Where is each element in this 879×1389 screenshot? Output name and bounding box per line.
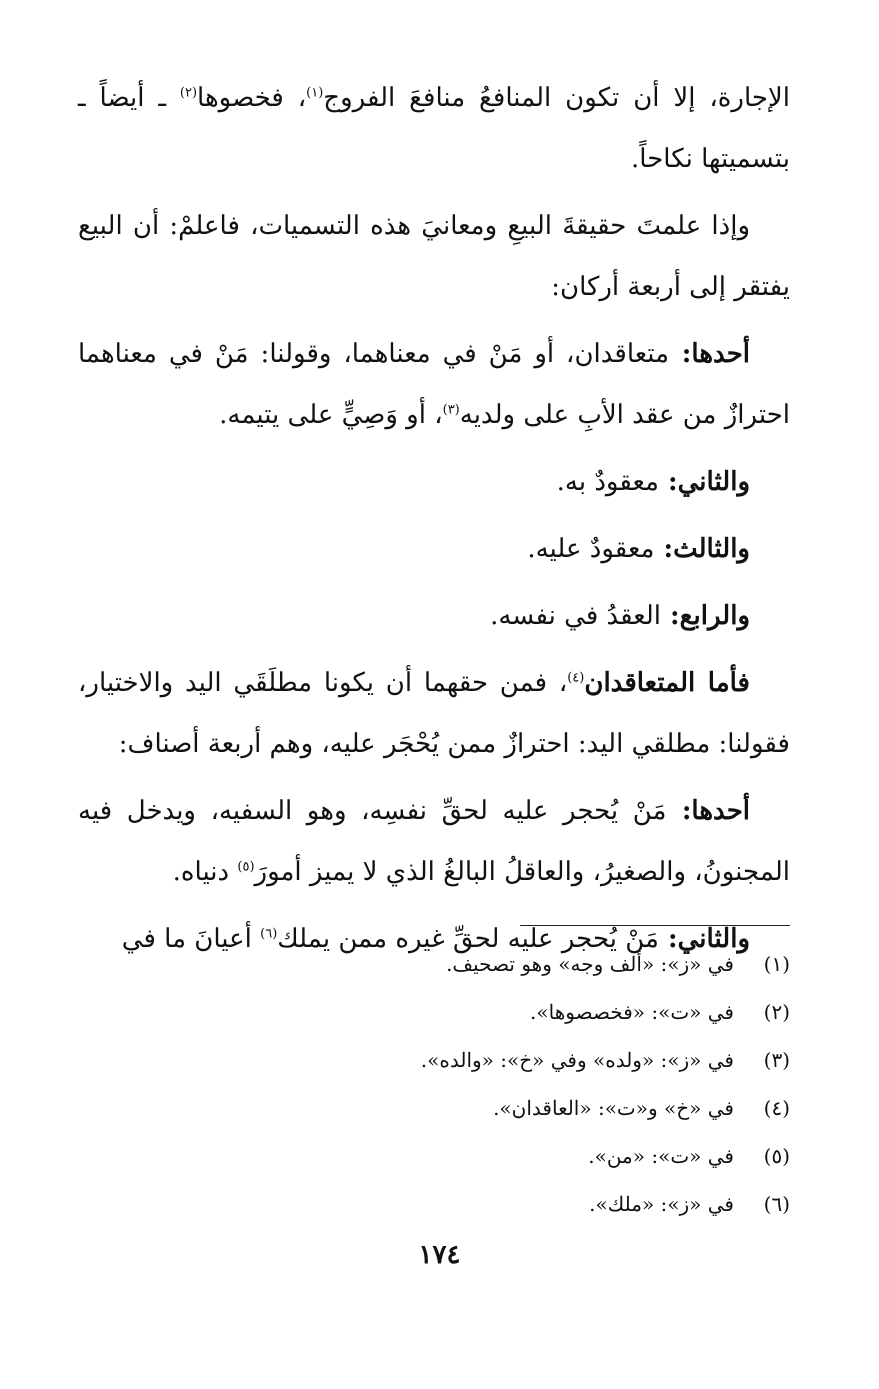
paragraph [78, 586, 790, 647]
paragraph [78, 452, 790, 513]
text-run: أعيانَ ما في [121, 924, 261, 954]
paragraph [78, 519, 790, 580]
text-run: ، فمن حقهما أن يكونا مطلَقَي اليد والاختيار، فقولنا: مطلقي اليد: احترازٌ ممن يُحْجَر عليه، وهم أربعة أصناف: [78, 668, 790, 759]
footnote-text: في «ت»: «فخصصوها». [530, 1000, 734, 1024]
paragraph [78, 196, 790, 318]
footnote [78, 1084, 790, 1132]
bold-lead: أحدها: [669, 339, 750, 369]
footnote [78, 988, 790, 1036]
page-number: ١٧٤ [418, 1240, 461, 1270]
footnote-text: في «ز»: «ملك». [589, 1192, 734, 1216]
paragraph [78, 653, 790, 775]
text-run: الإجارة، إلا أن تكون المنافعُ منافعَ الفروج [323, 83, 790, 113]
paragraph [78, 781, 790, 903]
footnote-text: في «ز»: «ألف وجه» وهو تصحيف. [446, 952, 734, 976]
bold-lead: والرابع: [661, 601, 750, 631]
footnote [78, 1180, 790, 1228]
footnote [78, 940, 790, 988]
bold-lead: فأما المتعاقدان [584, 668, 750, 698]
bold-lead: والثالث: [654, 534, 750, 564]
text-run: ـ أيضاً ـ بتسميتها نكاحاً. [78, 83, 790, 174]
paragraph [78, 68, 790, 190]
footnote-ref: (٣) [442, 402, 460, 418]
footnote-text: في «خ» و«ت»: «العاقدان». [493, 1096, 734, 1120]
footnote-number: (١) [763, 952, 790, 976]
footnote-ref: (٥) [237, 859, 255, 875]
text-run: العقدُ في نفسه. [490, 601, 661, 631]
footnote [78, 1132, 790, 1180]
footnote-separator [520, 925, 790, 926]
text-run: دنياه. [172, 857, 238, 887]
footnote [78, 1036, 790, 1084]
footnote-number: (٢) [763, 1000, 790, 1024]
footnotes [78, 940, 790, 1228]
text-run: ، فخصوها [197, 83, 307, 113]
footnote-ref: (٤) [567, 670, 585, 686]
footnote-text: في «ز»: «ولده» وفي «خ»: «والده». [420, 1048, 734, 1072]
footnote-ref: (٢) [179, 85, 198, 101]
paragraph [78, 324, 790, 446]
text-run: مَنْ يُحجر عليه لحقِّ نفسِه، وهو السفيه، ويدخل فيه المجنونُ، والصغيرُ، والعاقلُ البالغُ الذي لا يميز أمورَ [78, 796, 790, 887]
footnote-text: في «ت»: «من». [588, 1144, 734, 1168]
text-run: متعاقدان، أو مَنْ في معناهما، وقولنا: مَنْ في معناهما احترازٌ من عقد الأبِ على ولديه [78, 339, 790, 430]
footnote-ref: (٦) [260, 926, 278, 942]
text-run: وإذا علمتَ حقيقةَ البيعِ ومعانيَ هذه التسميات، فاعلمْ: أن البيع يفتقر إلى أربعة أركان: [78, 211, 790, 302]
footnote-number: (٤) [763, 1096, 790, 1120]
footnote-number: (٦) [763, 1192, 790, 1216]
bold-lead: والثاني: [658, 924, 750, 954]
bold-lead: والثاني: [658, 467, 750, 497]
main-text [78, 68, 790, 976]
footnote-number: (٥) [763, 1144, 790, 1168]
text-run: مَنْ يُحجر عليه لحقِّ غيره ممن يملك [277, 924, 659, 954]
text-run: ، أو وَصِيٍّ على يتيمه. [219, 400, 443, 430]
footnote-ref: (١) [306, 85, 324, 101]
text-run: معقودٌ به. [556, 467, 659, 497]
text-run: معقودٌ عليه. [527, 534, 655, 564]
bold-lead: أحدها: [666, 796, 750, 826]
footnote-number: (٣) [763, 1048, 790, 1072]
